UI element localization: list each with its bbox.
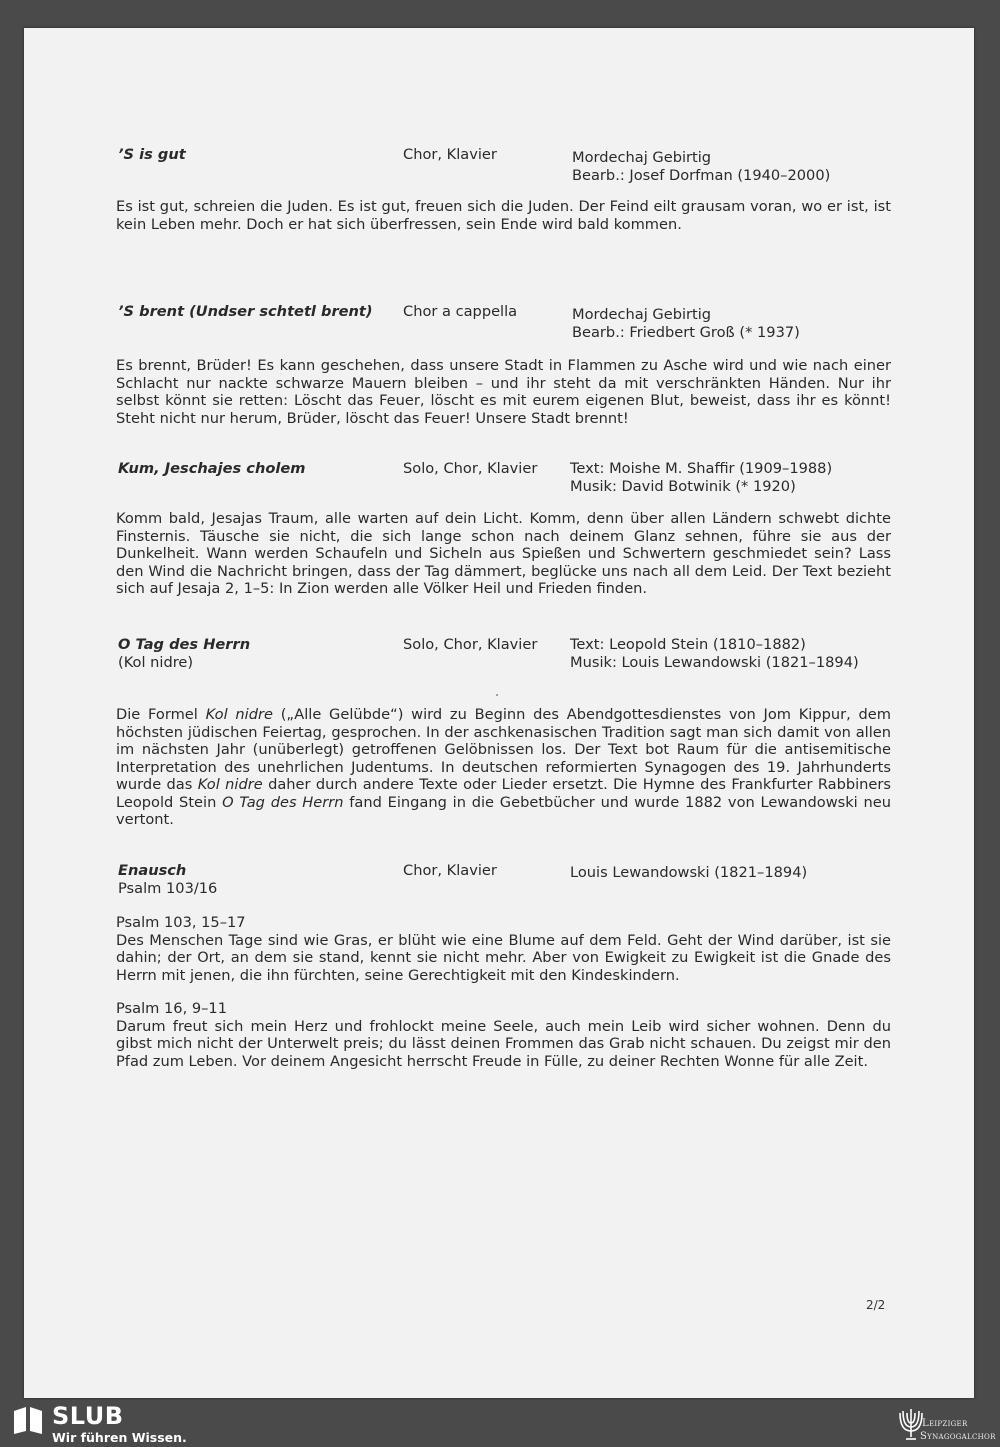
desc-text: Die Formel — [116, 706, 206, 723]
speck — [496, 694, 498, 696]
desc-text: daher durch andere Texte oder Lieder ersetzt. Die Hymne des Frankfurter Rabbiners Leopold Stein — [116, 776, 891, 811]
entry-description: Es brennt, Brüder! Es kann geschehen, dass unsere Stadt in Flammen zu Asche wird und wie nach einer Schlacht nur nackte schwarze Mauern bleiben – und ihr steht da mit verschränkten Händen. Nur ihr selbst könnt sie retten: Löscht das Feuer, löscht es mit eurem eigenen Blut, beweist, dass ihr es könnt! Steht nicht nur herum, Brüder, löscht das Feuer! Unsere Stadt brennt! — [116, 357, 891, 427]
credit-line: Musik: David Botwinik (* 1920) — [570, 477, 796, 495]
entry-scoring: Chor, Klavier — [403, 146, 497, 163]
slub-name: SLUB — [52, 1402, 124, 1430]
entry-title: O Tag des Herrn — [118, 636, 251, 653]
entry-enausch — [116, 862, 891, 1070]
slub-tagline: Wir führen Wissen. — [52, 1430, 187, 1445]
entry-title: ’S brent (Undser schtetl brent) — [118, 303, 373, 320]
entry-o-tag-des-herrn — [116, 636, 891, 829]
footer-bar — [0, 1400, 1000, 1447]
entry-credits — [570, 864, 807, 882]
entry-scoring: Solo, Chor, Klavier — [403, 636, 538, 653]
credit-line: Text: Moishe M. Shaffir (1909–1988) — [570, 460, 833, 477]
entry-credits — [572, 149, 830, 184]
entry-scoring: Solo, Chor, Klavier — [403, 460, 538, 477]
choir-name-line1: Leipziger — [922, 1418, 968, 1429]
choir-name — [922, 1417, 996, 1443]
desc-italic: Kol nidre — [205, 706, 273, 723]
entry-title: Enausch — [118, 862, 187, 879]
entry-scoring: Chor, Klavier — [403, 862, 497, 879]
entry-description: Komm bald, Jesajas Traum, alle warten auf dein Licht. Komm, denn über allen Ländern schwebt dichte Finsternis. Täusche sie nicht, die sich lange schon nach deinem Glanz sehnen, führe sie aus der Dunkelheit. Wann werden Schaufeln und Sicheln aus Spießen und Schwertern geschmiedet sein? Lass den Wind die Nachricht bringen, dass der Tag dämmert, beglücke uns nach all dem Leid. Der Text bezieht sich auf Jesaja 2, 1–5: In Zion werden alle Völker Heil und Frieden finden. — [116, 510, 891, 597]
psalm-reference: Psalm 103, 15–17 — [116, 914, 246, 931]
desc-text: fand Eingang in die Gebetbücher und wurde 1882 von Lewandowski neu vertont. — [116, 793, 891, 828]
psalm-reference: Psalm 16, 9–11 — [116, 1000, 227, 1017]
psalm-text: Darum freut sich mein Herz und frohlockt meine Seele, auch mein Leib wird sicher wohnen. Denn du gibst mich nicht der Unterwelt preis; du lässt deinen Frommen das Grab nicht schauen. Du zeigst mir den Pfad zum Leben. Vor deinem Angesicht herrscht Freude in Fülle, zu deiner Rechten Wonne für alle Zeit. — [116, 1017, 891, 1070]
slub-book-icon — [12, 1405, 44, 1435]
credit-line: Text: Leopold Stein (1810–1882) — [570, 636, 806, 653]
credit-line: Mordechaj Gebirtig — [572, 306, 712, 323]
entry-credits — [570, 460, 832, 495]
page-number: 2/2 — [866, 1298, 886, 1312]
credit-line: Mordechaj Gebirtig — [572, 149, 712, 166]
entry-scoring: Chor a cappella — [403, 303, 518, 320]
entry-kum-jeschajes-cholem — [116, 460, 891, 598]
credit-line: Bearb.: Josef Dorfman (1940–2000) — [572, 166, 831, 184]
entry-credits — [570, 636, 859, 671]
credit-line: Bearb.: Friedbert Groß (* 1937) — [572, 323, 800, 341]
credit-line: Musik: Louis Lewandowski (1821–1894) — [570, 653, 859, 671]
choir-name-line2: Synagogalchor — [920, 1431, 996, 1442]
desc-italic: O Tag des Herrn — [222, 793, 344, 811]
entry-title: ’S is gut — [118, 146, 186, 163]
desc-text: („Alle Gelübde“) wird zu Beginn des Abendgottesdienstes von Jom Kippur, dem höchsten jüdischen Feiertag, gesprochen. In der aschkenasischen Tradition sagt man sich damit von allen im nächsten Jahr (unüberlegt) getroffenen Gelöbnissen los. Der Text bot Raum für die antisemitische Interpretation des unehrlichen Judentums. In deutschen reformierten Synagogen des 19. Jahrhunderts wurde das — [116, 706, 891, 793]
entry-title: Kum, Jeschajes cholem — [118, 460, 306, 477]
entry-description — [116, 706, 891, 829]
desc-italic: Kol nidre — [197, 776, 263, 793]
entry-description: Es ist gut, schreien die Juden. Es ist gut, freuen sich die Juden. Der Feind eilt grausam voran, wo er ist, ist kein Leben mehr. Doch er hat sich überfressen, sein Ende wird bald kommen. — [116, 198, 891, 233]
entry-subtitle: Psalm 103/16 — [118, 880, 218, 897]
document-page — [24, 28, 974, 1398]
entry-s-is-gut — [116, 146, 891, 233]
entry-subtitle: (Kol nidre) — [118, 654, 194, 671]
credit-line: Louis Lewandowski (1821–1894) — [570, 864, 808, 881]
psalm-text: Des Menschen Tage sind wie Gras, er blüht wie eine Blume auf dem Feld. Geht der Wind darüber, ist sie dahin; der Ort, an dem sie stand, kennt sie nicht mehr. Aber von Ewigkeit zu Ewigkeit ist die Gnade des Herrn mit jenen, die ihn fürchten, seine Gerechtigkeit mit den Kindeskindern. — [116, 931, 891, 984]
entry-s-brent — [116, 303, 891, 427]
entry-credits — [572, 306, 800, 341]
